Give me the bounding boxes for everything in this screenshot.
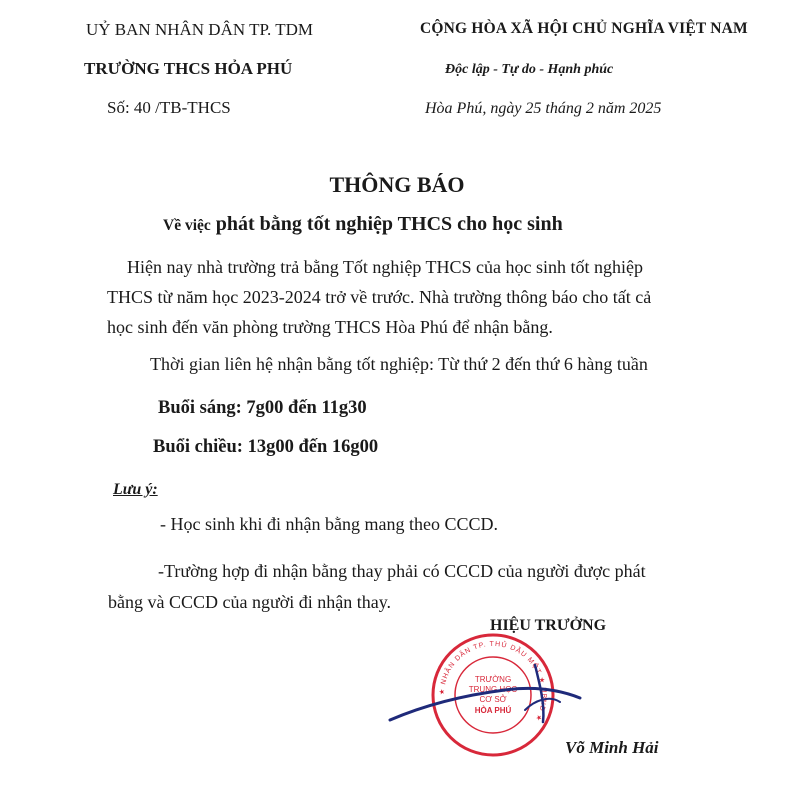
svg-text:CƠ SỞ: CƠ SỞ [479,695,507,704]
principal-title: HIỆU TRƯỞNG [490,617,607,634]
body-line-1: Hiện nay nhà trường trả bằng Tốt nghiệp THCS của học sinh tốt nghiệp [127,257,644,277]
note-heading: Lưu ý: [113,481,158,498]
svg-text:TRUNG HỌC: TRUNG HỌC [468,685,518,694]
signer-name: Võ Minh Hải [565,738,659,757]
note-item-2-line-1: -Trường hợp đi nhận bằng thay phải có CCCD của người được phát [158,561,646,581]
note-item-1: - Học sinh khi đi nhận bằng mang theo CCCD. [160,514,498,534]
place-date: Hòa Phú, ngày 25 tháng 2 năm 2025 [425,100,662,117]
svg-text:HÒA PHÚ: HÒA PHÚ [474,706,512,715]
document-title: THÔNG BÁO [329,172,465,197]
subject-lead: Về việc [163,217,211,234]
body-line-2: THCS từ năm học 2023-2024 trở về trước. Nhà trường thông báo cho tất cả [107,287,652,307]
note-item-2-line-2: bằng và CCCD của người đi nhận thay. [108,592,392,612]
school-name: TRƯỜNG THCS HỎA PHÚ [84,59,293,78]
handwritten-signature [385,650,585,730]
national-title: CỘNG HÒA XÃ HỘI CHỦ NGHĨA VIỆT NAM [420,20,748,37]
afternoon-hours: Buổi chiều: 13g00 đến 16g00 [153,437,379,457]
national-motto: Độc lập - Tự do - Hạnh phúc [445,62,614,77]
subject-text: phát bằng tốt nghiệp THCS cho học sinh [215,213,563,235]
document-number: Số: 40 /TB-THCS [107,98,231,117]
contact-time: Thời gian liên hệ nhận bằng tốt nghiệp: Từ thứ 2 đến thứ 6 hàng tuần [150,354,648,374]
body-line-3: học sinh đến văn phòng trường THCS Hòa Phú để nhận bằng. [107,317,553,337]
svg-text:TRƯỜNG: TRƯỜNG [474,675,512,684]
ministry-name: UỶ BAN NHÂN DÂN TP. TDM [86,20,314,39]
document-subject [163,213,563,236]
morning-hours: Buổi sáng: 7g00 đến 11g30 [158,398,367,418]
svg-text:★ NHÂN DÂN TP. THỦ DẦU MỘT ★ U: ★ NHÂN DÂN TP. THỦ DẦU MỘT ★ UBND ★ [438,640,548,723]
